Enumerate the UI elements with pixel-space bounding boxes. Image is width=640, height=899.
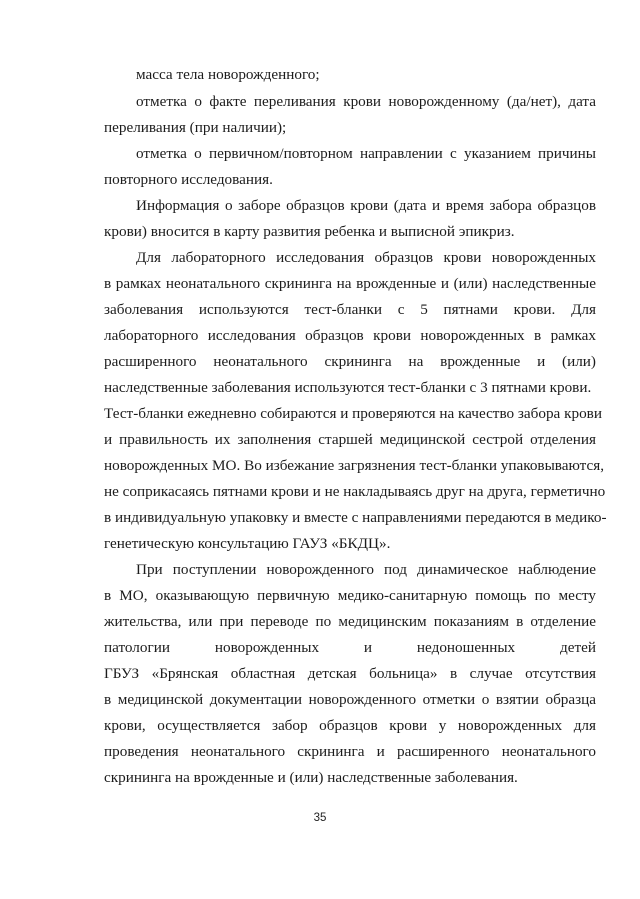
text-line: наследственные заболевания используются тест-бланки с 3 пятнами крови. (104, 379, 592, 396)
text-line: новорожденных МО. Во избежание загрязнения тест-бланки упаковываются, (104, 457, 604, 474)
text-line: расширенного неонатального скрининга на врожденные и (или) (104, 353, 596, 370)
text-line: в медицинской документации новорожденного отметки о взятии образца (104, 691, 596, 708)
text-line: Для лабораторного исследования образцов крови новорожденных (136, 249, 596, 266)
text-line: Информация о заборе образцов крови (дата и время забора образцов (136, 197, 596, 214)
text-line: в индивидуальную упаковку и вместе с направлениями передаются в медико- (104, 509, 607, 526)
text-line: Тест-бланки ежедневно собираются и проверяются на качество забора крови (104, 405, 602, 422)
text-line: переливания (при наличии); (104, 119, 287, 136)
text-line: лабораторного исследования образцов крови новорожденных в рамках (104, 327, 596, 344)
page-number: 35 (313, 812, 327, 824)
text-line: крови) вносится в карту развития ребенка и выписной эпикриз. (104, 223, 515, 240)
text-line: в МО, оказывающую первичную медико-санитарную помощь по месту (104, 587, 596, 604)
text-line: заболевания используются тест-бланки с 5 пятнами крови. Для (104, 301, 596, 318)
text-line: не соприкасаясь пятнами крови и не накладываясь друг на друга, герметично (104, 483, 606, 500)
text-line: жительства, или при переводе по медицинским показаниям в отделение (104, 613, 596, 630)
text-line: отметка о факте переливания крови новорожденному (да/нет), дата (136, 93, 596, 110)
text-line: При поступлении новорожденного под динамическое наблюдение (136, 561, 596, 578)
text-line: масса тела новорожденного; (136, 66, 320, 83)
text-line: и правильность их заполнения старшей медицинской сестрой отделения (104, 431, 596, 448)
text-line: повторного исследования. (104, 171, 273, 188)
text-line: проведения неонатального скрининга и расширенного неонатального (104, 743, 596, 760)
text-line: крови, осуществляется забор образцов крови у новорожденных для (104, 717, 596, 734)
text-line: в рамках неонатального скрининга на врожденные и (или) наследственные (104, 275, 596, 292)
text-line: скрининга на врожденные и (или) наследственные заболевания. (104, 769, 518, 786)
text-line: генетическую консультацию ГАУЗ «БКДЦ». (104, 535, 391, 552)
text-line: отметка о первичном/повторном направлении с указанием причины (136, 145, 596, 162)
text-line: ГБУЗ «Брянская областная детская больница» в случае отсутствия (104, 665, 596, 682)
text-line: патологии новорожденных и недоношенных детей (104, 639, 596, 656)
